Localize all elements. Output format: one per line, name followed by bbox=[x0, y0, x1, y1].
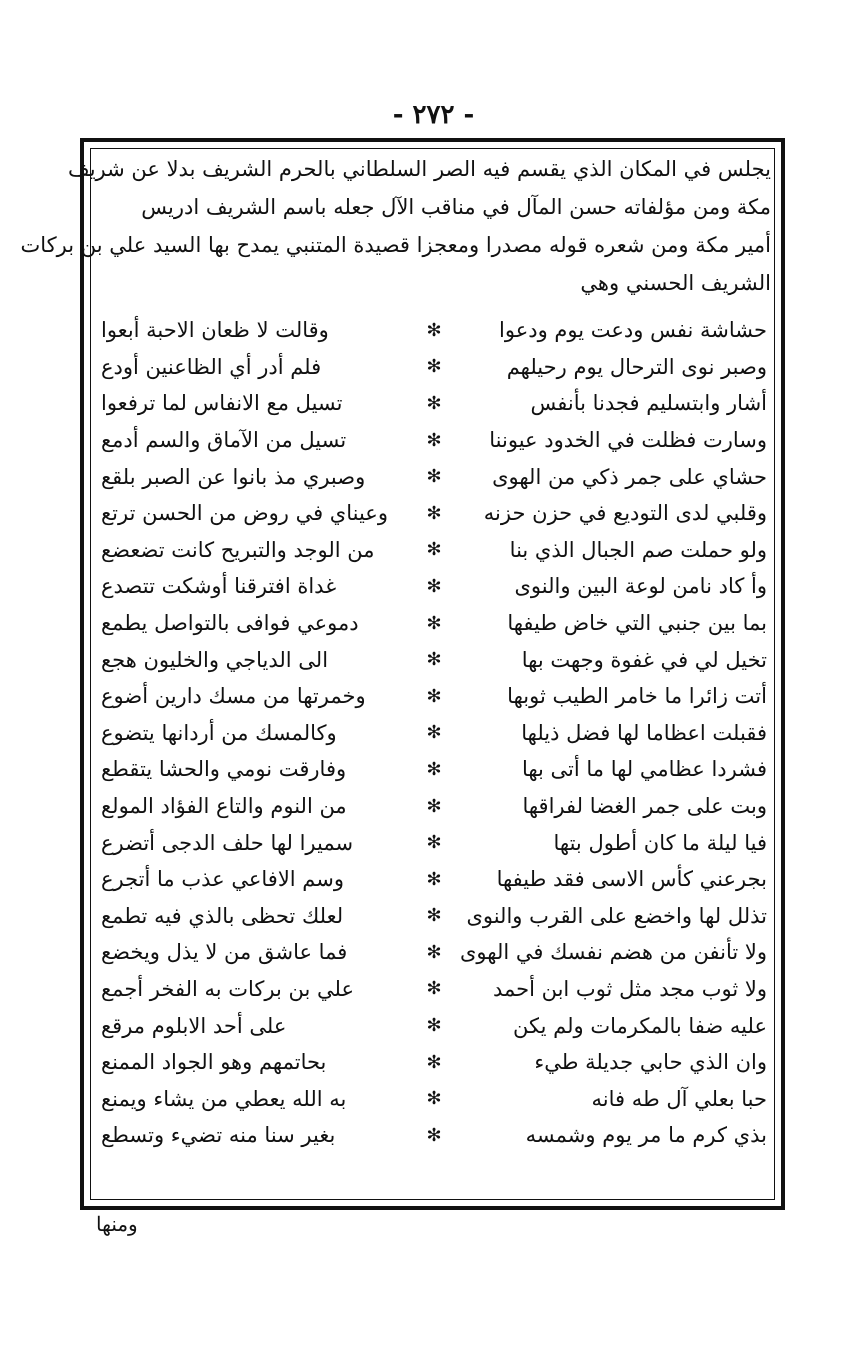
second-hemistich: بغير سنا منه تضيء وتسطع bbox=[101, 1123, 336, 1148]
first-hemistich: بجرعني كأس الاسى فقد طيفها bbox=[496, 867, 767, 892]
verse bbox=[96, 1117, 771, 1154]
first-hemistich: وأ كاد نامن لوعة البين والنوى bbox=[514, 574, 767, 599]
intro-line: الشريف الحسني وهي bbox=[580, 271, 771, 295]
separator-star: ✻ bbox=[426, 356, 442, 378]
first-hemistich: وصبر نوى الترحال يوم رحيلهم bbox=[506, 354, 767, 379]
verse bbox=[96, 349, 771, 386]
second-hemistich: فلم أدر أي الظاعنين أودع bbox=[101, 354, 322, 379]
first-hemistich: تخيل لي في غفوة وجهت بها bbox=[521, 647, 767, 672]
first-hemistich: وسارت فظلت في الخدود عيوننا bbox=[489, 428, 767, 453]
verse bbox=[96, 641, 771, 678]
separator-star: ✻ bbox=[426, 795, 442, 817]
separator-star: ✻ bbox=[426, 905, 442, 927]
second-hemistich: وسم الافاعي عذب ما أتجرع bbox=[101, 867, 345, 892]
verse bbox=[96, 715, 771, 752]
catchword: ومنها bbox=[96, 1212, 138, 1236]
separator-star: ✻ bbox=[426, 539, 442, 561]
separator-star: ✻ bbox=[426, 319, 442, 341]
second-hemistich: وخمرتها من مسك دارين أضوع bbox=[101, 684, 366, 709]
intro-line: مكة ومن مؤلفاته حسن المآل في مناقب الآل جعله باسم الشريف ادريس bbox=[141, 195, 771, 219]
second-hemistich: سميرا لها حلف الدجى أتضرع bbox=[101, 830, 354, 855]
separator-star: ✻ bbox=[426, 685, 442, 707]
separator-star: ✻ bbox=[426, 392, 442, 414]
second-hemistich: وكالمسك من أردانها يتضوع bbox=[101, 720, 337, 745]
first-hemistich: بذي كرم ما مر يوم وشمسه bbox=[525, 1123, 767, 1148]
second-hemistich: لعلك تحظى بالذي فيه تطمع bbox=[101, 903, 344, 928]
separator-star: ✻ bbox=[426, 1124, 442, 1146]
second-hemistich: بحاتمهم وهو الجواد الممنع bbox=[101, 1050, 327, 1075]
verse bbox=[96, 824, 771, 861]
verse bbox=[96, 495, 771, 532]
first-hemistich: وبت على جمر الغضا لفراقها bbox=[522, 794, 767, 819]
second-hemistich: علي بن بركات به الفخر أجمع bbox=[101, 976, 355, 1001]
verse bbox=[96, 532, 771, 569]
verse bbox=[96, 971, 771, 1008]
separator-star: ✻ bbox=[426, 978, 442, 1000]
second-hemistich: به الله يعطي من يشاء ويمنع bbox=[101, 1086, 347, 1111]
verse bbox=[96, 861, 771, 898]
second-hemistich: من النوم والتاع الفؤاد المولع bbox=[101, 794, 347, 819]
first-hemistich: حشاي على جمر ذكي من الهوى bbox=[492, 464, 767, 489]
verse bbox=[96, 1007, 771, 1044]
separator-star: ✻ bbox=[426, 1051, 442, 1073]
verse bbox=[96, 458, 771, 495]
separator-star: ✻ bbox=[426, 649, 442, 671]
first-hemistich: ولا تأنفن من هضم نفسك في الهوى bbox=[459, 940, 767, 965]
separator-star: ✻ bbox=[426, 575, 442, 597]
intro-line: يجلس في المكان الذي يقسم فيه الصر السلطاني بالحرم الشريف بدلا عن شريف bbox=[67, 157, 771, 181]
verse bbox=[96, 568, 771, 605]
first-hemistich: ولا ثوب مجد مثل ثوب ابن أحمد bbox=[492, 976, 767, 1001]
separator-star: ✻ bbox=[426, 429, 442, 451]
first-hemistich: حبا بعلي آل طه فانه bbox=[591, 1086, 767, 1111]
first-hemistich: ولو حملت صم الجبال الذي بنا bbox=[509, 537, 767, 562]
second-hemistich: الى الدياجي والخليون هجع bbox=[101, 647, 329, 672]
separator-star: ✻ bbox=[426, 722, 442, 744]
separator-star: ✻ bbox=[426, 868, 442, 890]
verse bbox=[96, 788, 771, 825]
intro-paragraph bbox=[20, 150, 771, 302]
second-hemistich: من الوجد والتبريح كانت تضعضع bbox=[101, 537, 375, 562]
second-hemistich: وقالت لا ظعان الاحبة أبعوا bbox=[101, 318, 329, 343]
separator-star: ✻ bbox=[426, 502, 442, 524]
separator-star: ✻ bbox=[426, 941, 442, 963]
verse bbox=[96, 385, 771, 422]
verse bbox=[96, 1044, 771, 1081]
verse bbox=[96, 605, 771, 642]
separator-star: ✻ bbox=[426, 1088, 442, 1110]
first-hemistich: أتت زائرا ما خامر الطيب ثوبها bbox=[507, 684, 767, 709]
second-hemistich: على أحد الابلوم مرقع bbox=[101, 1013, 287, 1038]
first-hemistich: وقلبي لدى التوديع في حزن حزنه bbox=[483, 501, 767, 526]
verse bbox=[96, 934, 771, 971]
second-hemistich: تسيل من الآماق والسم أدمع bbox=[101, 428, 347, 453]
verse bbox=[96, 312, 771, 349]
second-hemistich: فما عاشق من لا يذل ويخضع bbox=[101, 940, 348, 965]
separator-star: ✻ bbox=[426, 466, 442, 488]
poem bbox=[96, 312, 771, 1154]
second-hemistich: وعيناي في روض من الحسن ترتع bbox=[101, 501, 388, 526]
first-hemistich: عليه ضفا بالمكرمات ولم يكن bbox=[513, 1013, 767, 1038]
first-hemistich: فيا ليلة ما كان أطول بتها bbox=[553, 830, 767, 855]
verse bbox=[96, 678, 771, 715]
verse bbox=[96, 898, 771, 935]
page-number: - ٢٧٢ - bbox=[392, 100, 475, 130]
verse bbox=[96, 422, 771, 459]
separator-star: ✻ bbox=[426, 758, 442, 780]
separator-star: ✻ bbox=[426, 832, 442, 854]
verse bbox=[96, 751, 771, 788]
verse bbox=[96, 1080, 771, 1117]
first-hemistich: فشردا عظامي لها ما أتى بها bbox=[521, 757, 767, 782]
first-hemistich: تذلل لها واخضع على القرب والنوى bbox=[466, 903, 767, 928]
second-hemistich: دموعي فوافى بالتواصل يطمع bbox=[101, 611, 359, 636]
second-hemistich: وفارقت نومي والحشا يتقطع bbox=[101, 757, 347, 782]
second-hemistich: تسيل مع الانفاس لما ترفعوا bbox=[101, 391, 343, 416]
separator-star: ✻ bbox=[426, 612, 442, 634]
first-hemistich: أشار وابتسليم فجدنا بأنفس bbox=[530, 391, 767, 416]
second-hemistich: وصبري مذ بانوا عن الصبر بلقع bbox=[101, 464, 366, 489]
first-hemistich: بما بين جنبي التي خاض طيفها bbox=[507, 611, 767, 636]
first-hemistich: فقبلت اعظاما لها فضل ذيلها bbox=[521, 720, 767, 745]
first-hemistich: وان الذي حابي جديلة طيء bbox=[534, 1050, 767, 1075]
first-hemistich: حشاشة نفس ودعت يوم ودعوا bbox=[499, 318, 767, 343]
separator-star: ✻ bbox=[426, 1015, 442, 1037]
second-hemistich: غداة افترقنا أوشكت تتصدع bbox=[101, 574, 337, 599]
intro-line: أمير مكة ومن شعره قوله مصدرا ومعجزا قصيدة المتنبي يمدح بها السيد علي بن بركات bbox=[20, 233, 771, 257]
